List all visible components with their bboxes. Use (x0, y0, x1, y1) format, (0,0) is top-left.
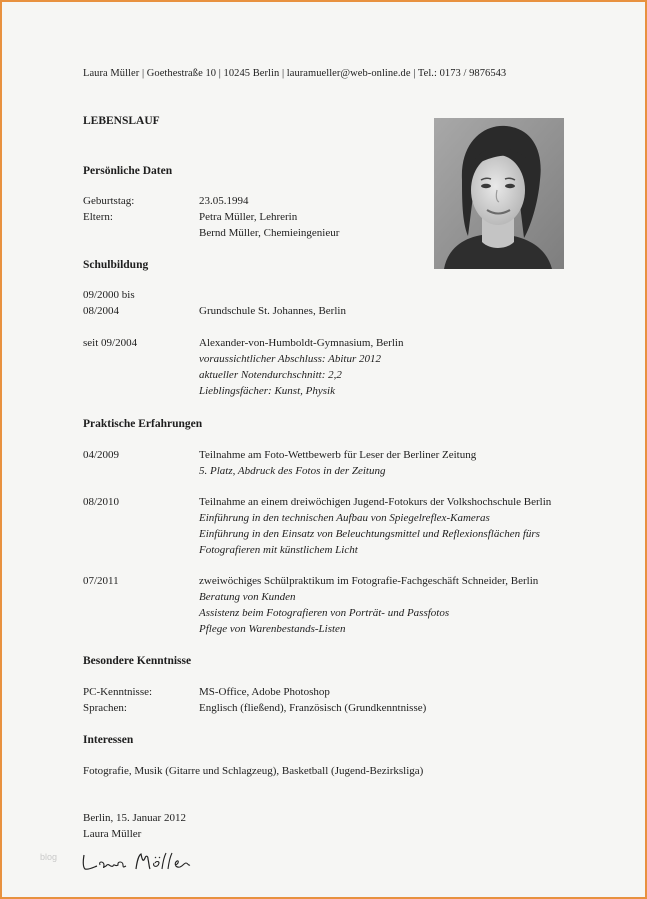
practical-1-date: 04/2009 (83, 449, 120, 461)
pc-skills-label: PC-Kenntnisse: (83, 686, 153, 698)
practical-1-title: Teilnahme am Foto-Wettbewerb für Leser der Berliner Zeitung (199, 449, 477, 461)
school-2-detail: aktueller Notendurchschnitt: 2,2 (199, 369, 342, 381)
mother-value: Petra Müller, Lehrerin (199, 211, 298, 223)
practical-3-detail: Pflege von Warenbestands-Listen (199, 623, 346, 635)
birthday-value: 23.05.1994 (199, 195, 249, 207)
school-1-name: Grundschule St. Johannes, Berlin (199, 305, 346, 317)
section-interests-heading: Interessen (83, 734, 134, 746)
school-1-date-start: 09/2000 bis (83, 289, 135, 301)
section-practical-heading: Praktische Erfahrungen (83, 418, 203, 430)
practical-2-date: 08/2010 (83, 496, 120, 508)
school-2-detail: voraussichtlicher Abschluss: Abitur 2012 (199, 353, 382, 365)
place-date: Berlin, 15. Januar 2012 (83, 812, 186, 824)
birthday-label: Geburtstag: (83, 195, 135, 207)
father-value: Bernd Müller, Chemieingenieur (199, 227, 340, 239)
practical-2-detail: Fotografieren mit künstlichem Licht (199, 544, 358, 556)
pc-skills-value: MS-Office, Adobe Photoshop (199, 686, 330, 698)
profile-photo (434, 118, 564, 269)
section-skills-heading: Besondere Kenntnisse (83, 655, 192, 667)
school-2-name: Alexander-von-Humboldt-Gymnasium, Berlin (199, 337, 404, 349)
practical-2-detail: Einführung in den technischen Aufbau von Spiegelreflex-Kameras (199, 512, 490, 524)
practical-3-detail: Beratung von Kunden (199, 591, 296, 603)
document-title: LEBENSLAUF (83, 115, 160, 127)
school-2-detail: Lieblingsfächer: Kunst, Physik (199, 385, 335, 397)
interests-text: Fotografie, Musik (Gitarre und Schlagzeug), Basketball (Jugend-Bezirksliga) (83, 765, 424, 777)
section-personal-heading: Persönliche Daten (83, 165, 173, 177)
school-1-date-end: 08/2004 (83, 305, 120, 317)
practical-3-title: zweiwöchiges Schülpraktikum im Fotografie-Fachgeschäft Schneider, Berlin (199, 575, 539, 587)
practical-2-title: Teilnahme an einem dreiwöchigen Jugend-Fotokurs der Volkshochschule Berlin (199, 496, 552, 508)
section-school-heading: Schulbildung (83, 259, 149, 271)
languages-label: Sprachen: (83, 702, 127, 714)
school-2-date: seit 09/2004 (83, 337, 138, 349)
signer-name: Laura Müller (83, 828, 142, 840)
practical-3-detail: Assistenz beim Fotografieren von Porträt- und Passfotos (199, 607, 450, 619)
practical-1-detail: 5. Platz, Abdruck des Fotos in der Zeitung (199, 465, 386, 477)
parents-label: Eltern: (83, 211, 113, 223)
practical-3-date: 07/2011 (83, 575, 119, 587)
signature (80, 849, 195, 873)
languages-value: Englisch (fließend), Französisch (Grundkenntnisse) (199, 702, 427, 714)
contact-header: Laura Müller | Goethestraße 10 | 10245 Berlin | lauramueller@web-online.de | Tel.: 0173 / 9876543 (83, 68, 507, 79)
watermark: blog (40, 852, 58, 862)
practical-2-detail: Einführung in den Einsatz von Beleuchtungsmittel und Reflexionsflächen fürs (199, 528, 540, 540)
